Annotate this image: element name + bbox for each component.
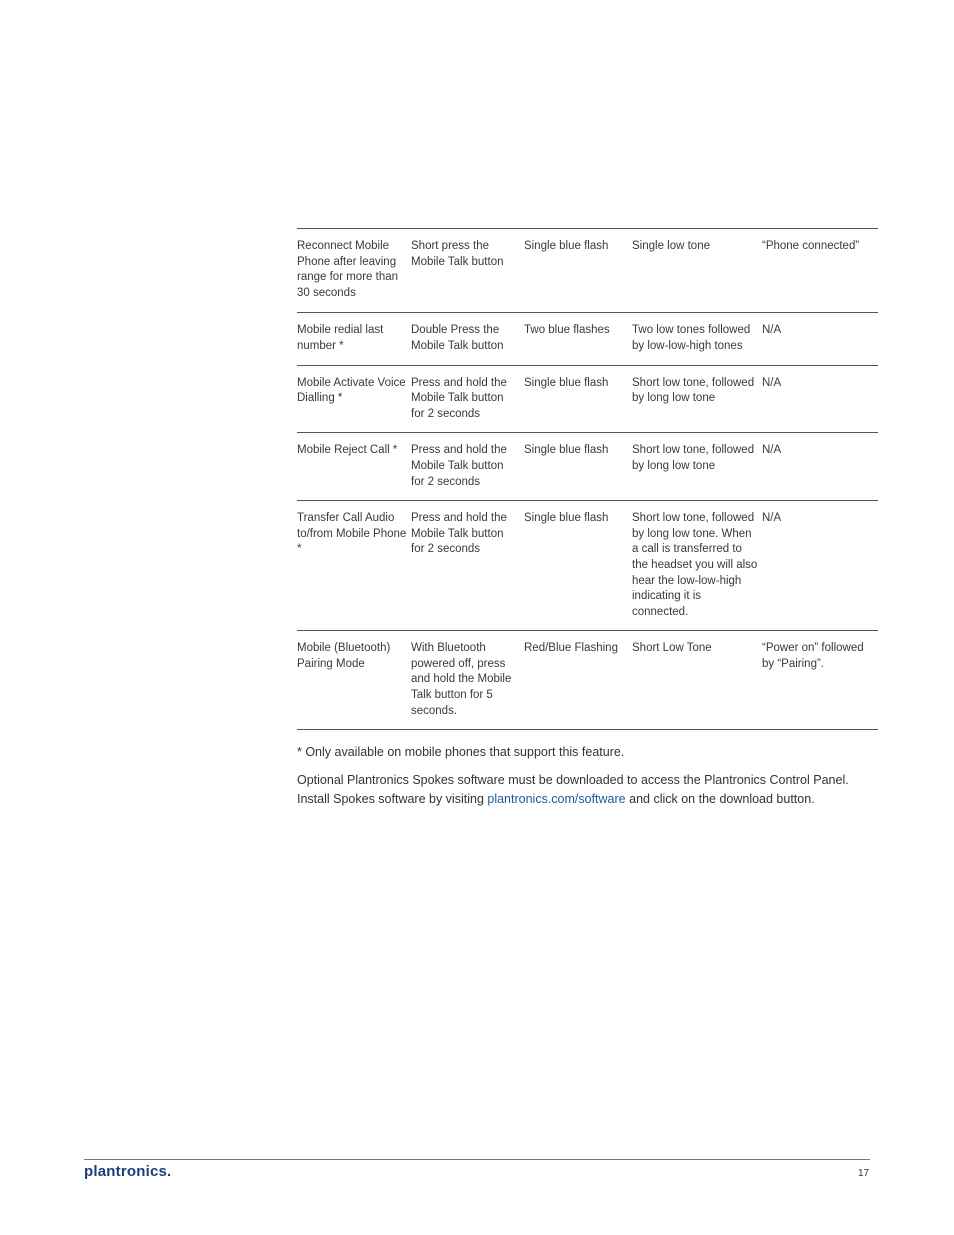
page-number: 17 [858, 1168, 870, 1179]
plantronics-logo: plantronics. [84, 1163, 172, 1180]
table-cell: Short low tone, followed by long low tone. When a call is transferred to the headset you will also hear the low-low-high indicating it is connected. [632, 501, 762, 631]
table-row [297, 631, 878, 730]
table-cell: Short press the Mobile Talk button [411, 229, 524, 313]
table-cell: Press and hold the Mobile Talk button for 2 seconds [411, 433, 524, 501]
footer-divider [84, 1159, 870, 1160]
note-text: Optional Plantronics Spokes software must be downloaded to access the Plantronics Control Panel. Install Spokes software by visiting [297, 773, 849, 806]
table-cell: Red/Blue Flashing [524, 631, 632, 730]
table-cell: N/A [762, 313, 878, 365]
table-row [297, 229, 878, 313]
table-cell: Single blue flash [524, 229, 632, 313]
table-cell: N/A [762, 365, 878, 433]
feature-table [297, 228, 878, 730]
table-cell: Reconnect Mobile Phone after leaving range for more than 30 seconds [297, 229, 411, 313]
table-cell: “Phone connected” [762, 229, 878, 313]
table-cell: Single blue flash [524, 365, 632, 433]
table-row [297, 501, 878, 631]
table-cell: Mobile Reject Call * [297, 433, 411, 501]
table-row [297, 365, 878, 433]
footnote: * Only available on mobile phones that support this feature. [297, 745, 625, 760]
table-cell: Short Low Tone [632, 631, 762, 730]
note-text-end: and click on the download button. [625, 791, 815, 806]
spokes-software-note [297, 771, 872, 808]
table-cell: Two low tones followed by low-low-high tones [632, 313, 762, 365]
table-cell: Single blue flash [524, 501, 632, 631]
table-cell: N/A [762, 501, 878, 631]
table-cell: Two blue flashes [524, 313, 632, 365]
table-cell: Double Press the Mobile Talk button [411, 313, 524, 365]
table-cell: Mobile Activate Voice Dialling * [297, 365, 411, 433]
table-row [297, 433, 878, 501]
table-cell: Press and hold the Mobile Talk button for 2 seconds [411, 501, 524, 631]
table-cell: Press and hold the Mobile Talk button for 2 seconds [411, 365, 524, 433]
table-cell: Single blue flash [524, 433, 632, 501]
table-cell: Mobile (Bluetooth) Pairing Mode [297, 631, 411, 730]
table-row [297, 313, 878, 365]
table-cell: Short low tone, followed by long low tone [632, 365, 762, 433]
software-link[interactable]: plantronics.com/software [487, 791, 626, 806]
table-cell: Single low tone [632, 229, 762, 313]
table-cell: Mobile redial last number * [297, 313, 411, 365]
table-cell: With Bluetooth powered off, press and hold the Mobile Talk button for 5 seconds. [411, 631, 524, 730]
table-cell: “Power on” followed by “Pairing”. [762, 631, 878, 730]
table-cell: Short low tone, followed by long low tone [632, 433, 762, 501]
table-cell: Transfer Call Audio to/from Mobile Phone * [297, 501, 411, 631]
main-content [297, 228, 878, 808]
table-cell: N/A [762, 433, 878, 501]
